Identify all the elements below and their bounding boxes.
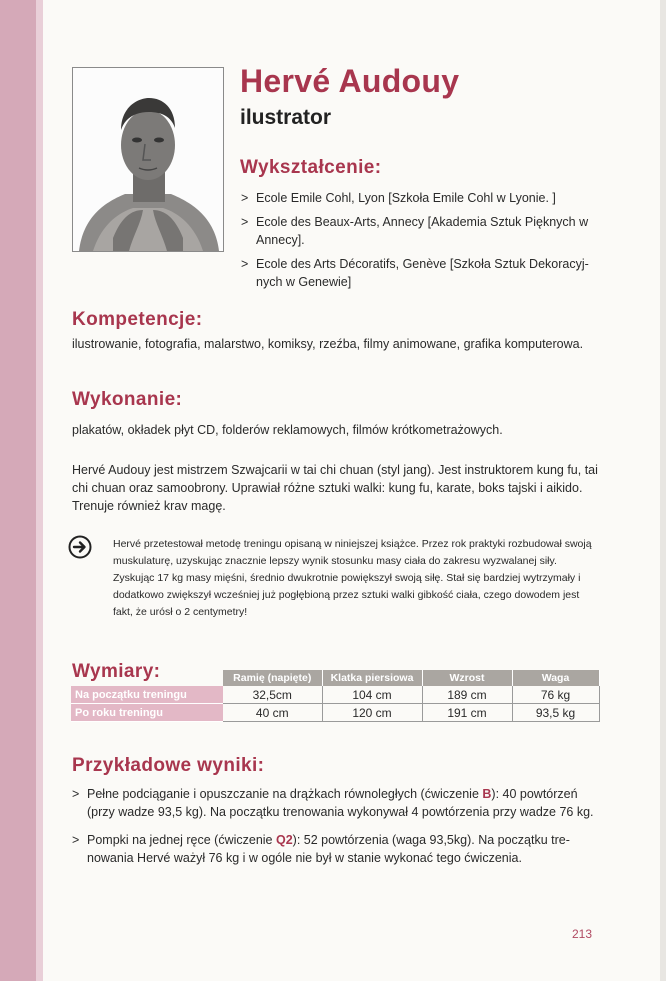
row-label: Po roku treningu xyxy=(71,704,223,722)
result-text: Pełne podciąganie i opuszczanie na drążkach równoległych (ćwiczenie xyxy=(87,787,483,801)
list-item: > Ecole des Beaux-Arts, Annecy [Akademia Sztuk Pięknych w Annecy]. xyxy=(241,213,601,249)
arrow-right-circle-icon xyxy=(68,535,92,559)
table-cell: 189 cm xyxy=(422,686,512,704)
column-header: Waga xyxy=(512,670,599,686)
measurements-heading: Wymiary: xyxy=(72,661,161,682)
note-paragraph: Hervé przetestował metodę treningu opisaną w niniejszej książce. Przez rok praktyki rozbudował swoją muskulaturę, uzyskując znacznie lepszy wynik stosunku masy ciała do zakresu wyzwalanej siły. Zyskując 17 kg masy mięśni, średnio dwukrotnie powiększył swoją siłę. Stał się bardziej wytrzymały i dodatkowo zwiększył wcześniej już pogłębioną przez sztuki walki gibkość ciała, czego dowodem jest fakt, że urósł o 2 centymetry! xyxy=(113,538,592,618)
person-name: Hervé Audouy xyxy=(240,63,460,99)
education-list xyxy=(241,189,601,297)
bio-paragraph: Hervé Audouy jest mistrzem Szwajcarii w tai chi chuan (styl jang). Jest instruktorem kung fu, tai chi chuan oraz samoobrony. Uprawiał różne sztuki walki: kung fu, karate, boks tajski i aikido. Trenuje również krav magę. xyxy=(72,463,598,513)
education-heading: Wykształcenie: xyxy=(240,157,382,178)
list-item: > Ecole Emile Cohl, Lyon [Szkoła Emile Cohl w Lyonie. ] xyxy=(241,189,601,207)
table-cell: 191 cm xyxy=(422,704,512,722)
results-heading: Przykładowe wyniki: xyxy=(72,755,265,776)
list-item xyxy=(72,831,602,867)
page-number: 213 xyxy=(572,927,593,941)
list-item xyxy=(72,785,602,821)
column-header: Wzrost xyxy=(422,670,512,686)
row-label: Na początku treningu xyxy=(71,686,223,704)
portrait-photo xyxy=(72,67,224,252)
competences-heading: Kompetencje: xyxy=(72,309,203,330)
table-cell: 104 cm xyxy=(322,686,422,704)
table-header-row xyxy=(71,670,599,686)
left-color-strip xyxy=(0,0,36,981)
exercise-code: B xyxy=(482,787,492,801)
page-edge xyxy=(660,0,666,981)
table-cell: 93,5 kg xyxy=(512,704,599,722)
column-header: Ramię (napięte) xyxy=(223,670,322,686)
work-text: plakatów, okładek płyt CD, folderów reklamowych, filmów krótkometrażowych. xyxy=(72,423,503,437)
result-text: Pompki na jednej ręce (ćwiczenie xyxy=(87,833,276,847)
work-heading: Wykonanie: xyxy=(72,389,183,410)
result-text: ): 52 powtórzenia (waga 93,5kg). Na początku trenowania Hervé ważył 76 kg i w ogóle nie był w stanie wykonać tego ćwiczenia. xyxy=(87,833,570,865)
results-list xyxy=(72,785,602,877)
exercise-code: Q2 xyxy=(275,833,293,847)
table-corner xyxy=(71,670,223,686)
list-item: > Ecole des Arts Décoratifs, Genève [Szkoła Sztuk Dekoracyjnych w Genewie] xyxy=(241,255,601,291)
left-color-strip-inner xyxy=(36,0,43,981)
person-role: ilustrator xyxy=(240,106,332,129)
column-header: Klatka piersiowa xyxy=(322,670,422,686)
table-cell: 32,5cm xyxy=(223,686,322,704)
table-cell: 120 cm xyxy=(322,704,422,722)
competences-text: ilustrowanie, fotografia, malarstwo, komiksy, rzeźba, filmy animowane, grafika komputerowa. xyxy=(72,337,584,351)
table-row xyxy=(71,704,599,722)
table-row xyxy=(71,686,599,704)
result-text: ): 40 powtórzeń (przy wadze 93,5 kg). Na początku trenowania wykonywał 4 powtórzenia przy wadze 76 kg. xyxy=(87,787,594,819)
table-cell: 76 kg xyxy=(512,686,599,704)
table-cell: 40 cm xyxy=(223,704,322,722)
measurements-table xyxy=(71,670,600,722)
